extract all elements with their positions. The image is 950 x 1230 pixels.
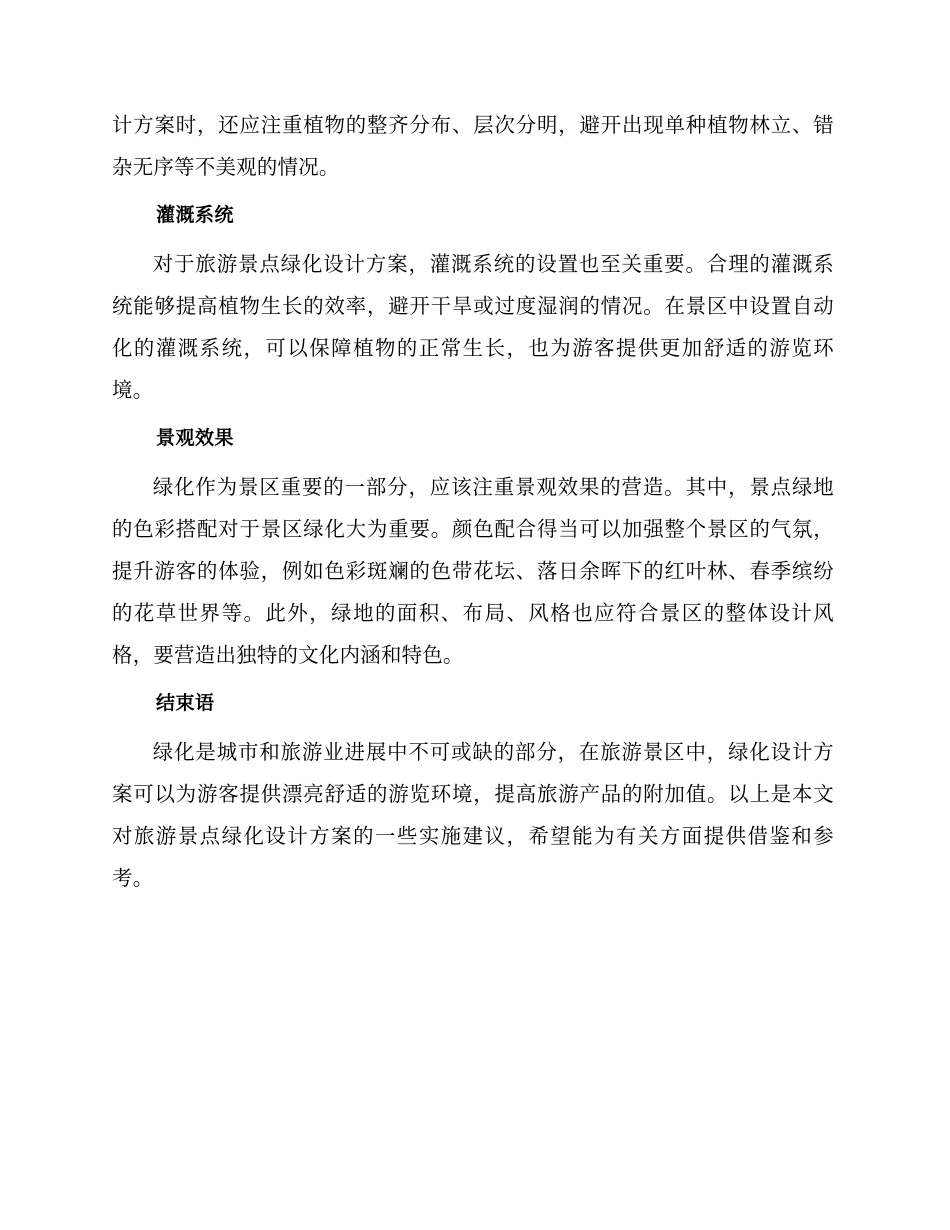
section-body-conclusion: 绿化是城市和旅游业进展中不可或缺的部分，在旅游景区中，绿化设计方案可以为游客提供漂亮舒适的游览环境，提高旅游产品的附加值。以上是本文对旅游景点绿化设计方案的一些实施建议，希望能为有关方面提供借鉴和参考。 <box>112 740 834 890</box>
section-body-landscape: 绿化作为景区重要的一部分，应该注重景观效果的营造。其中，景点绿地的色彩搭配对于景区绿化大为重要。颜色配合得当可以加强整个景区的气氛，提升游客的体验，例如色彩斑斓的色带花坛、落日余晖下的红叶林、春季缤纷的花草世界等。此外，绿地的面积、布局、风格也应符合景区的整体设计风格，要营造出独特的文化内涵和特色。 <box>112 475 834 667</box>
section-heading-conclusion: 结束语 <box>156 692 215 714</box>
section-heading-landscape: 景观效果 <box>156 427 235 449</box>
document-content <box>112 104 834 899</box>
intro-paragraph-continuation: 计方案时，还应注重植物的整齐分布、层次分明，避开出现单种植物林立、错杂无序等不美观的情况。 <box>112 113 834 179</box>
section-body-irrigation: 对于旅游景点绿化设计方案，灌溉系统的设置也至关重要。合理的灌溉系统能够提高植物生长的效率，避开干旱或过度湿润的情况。在景区中设置自动化的灌溉系统，可以保障植物的正常生长，也为游客提供更加舒适的游览环境。 <box>112 252 834 402</box>
section-heading-irrigation: 灌溉系统 <box>156 204 235 226</box>
